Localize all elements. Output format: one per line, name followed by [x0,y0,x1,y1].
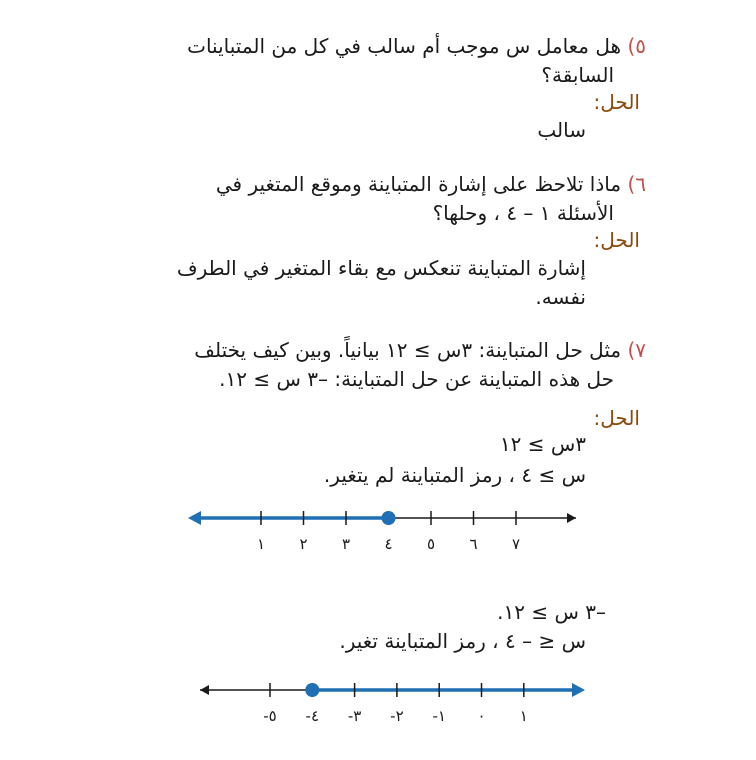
tick-label: ٢ [299,535,308,553]
solution-arrow-icon [188,511,201,525]
question-text-line: السابقة؟ [541,63,614,87]
solution-point [305,683,319,697]
solution-label: الحل: [593,406,640,430]
question-text-line: مثل حل المتباينة: ٣س ≥ ١٢ بيانياً. وبين كيف يختلف [194,338,622,362]
tick-label: ٥ [426,535,436,553]
answer-text: سالب [537,118,586,142]
tick-label: ٠ [477,707,486,725]
question-text-line: ماذا تلاحظ على إشارة المتباينة وموقع المتغير في [215,172,622,196]
tick-label: ٣ [341,535,351,553]
tick-label: -٤ [305,707,320,725]
solution-label: الحل: [593,90,640,114]
question-number: ٧) [627,338,646,362]
question-number: ٥) [627,34,646,58]
question-7 [194,336,646,394]
step-line: س ≤ – ٤ ، رمز المتباينة تغير. [339,629,586,653]
question-6 [216,170,646,228]
answer-line: إشارة المتباينة تنعكس مع بقاء المتغير في الطرف [176,256,586,280]
answer-text [177,254,586,312]
tick-label: -٥ [263,707,277,725]
tick-label: ١ [519,707,528,725]
number-line-2 [0,668,756,728]
question-text-line: الأسئلة ١ – ٤ ، وحلها؟ [432,201,614,225]
tick-label: ١ [256,535,266,553]
solution-arrow-icon [572,683,585,697]
tick-label: -٢ [390,707,404,725]
tick-label: ٧ [511,535,521,553]
arrow-right-icon [567,513,576,523]
question-5 [187,32,646,90]
tick-label: -١ [432,707,446,725]
number-line-1 [0,496,756,556]
arrow-left-icon [200,685,209,695]
tick-label: ٦ [469,535,478,553]
answer-line: نفسه. [535,285,586,309]
question-text-line: هل معامل س موجب أم سالب في كل من المتباينات [187,34,622,58]
question-text-line: حل هذه المتباينة عن حل المتباينة: –٣ س ≥ ١٢. [219,367,614,391]
question-number: ٦) [627,172,646,196]
tick-label: -٣ [347,707,362,725]
step-line: –٣ س ≥ ١٢. [497,600,606,624]
tick-label: ٤ [384,535,393,553]
solution-label: الحل: [593,228,640,252]
step-line: ٣س ≥ ١٢ [499,432,586,456]
solution-point [382,511,396,525]
step-line: س ≥ ٤ ، رمز المتباينة لم يتغير. [323,463,586,487]
